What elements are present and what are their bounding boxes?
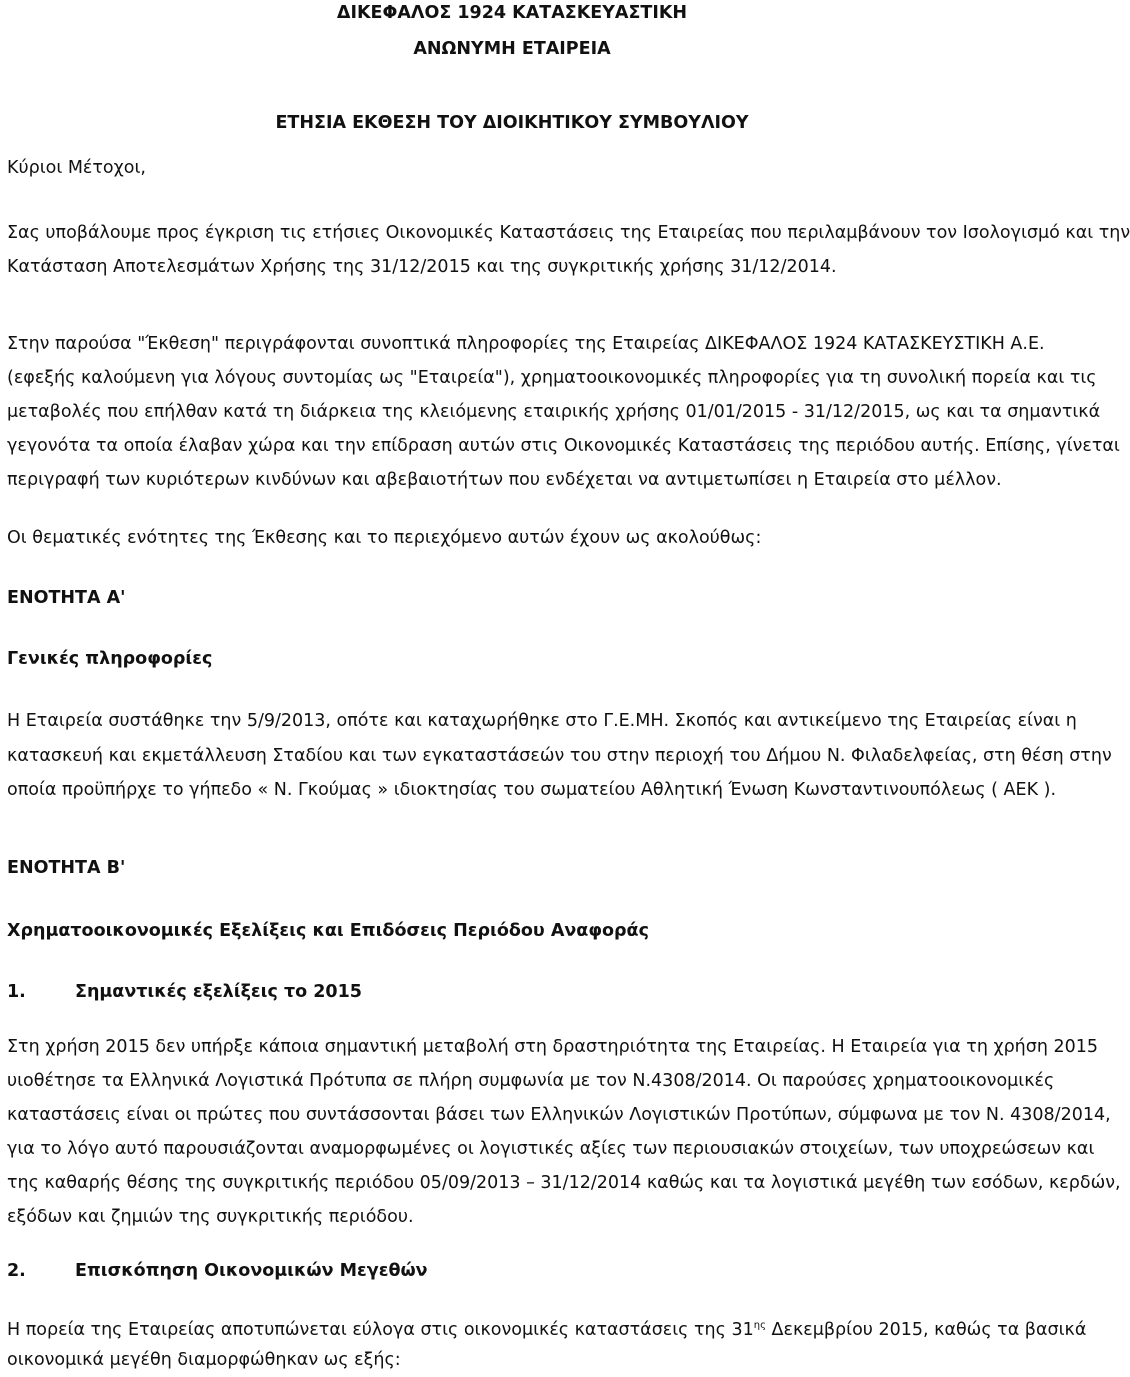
item-1-heading [7,981,1019,1003]
item-2-line-1 [7,1315,1087,1341]
company-subtitle: ΑΝΩΝΥΜΗ ΕΤΑΙΡΕΙΑ [413,39,611,59]
company-title: ΔΙΚΕΦΑΛΟΣ 1924 ΚΑΤΑΣΚΕΥΑΣΤΙΚΗ [336,3,688,23]
section-b-heading: ΕΝΟΤΗΤΑ Β' [7,858,126,878]
item-2-title: Επισκόπηση Οικονομικών Μεγεθών [75,1261,428,1281]
section-a-line-3: οποία προϋπήρχε το γήπεδο « Ν. Γκούμας » ιδιοκτησίας του σωματείου Αθλητική Ένωση Κωνσταντινουπόλεως ( ΑΕΚ ). [7,780,1057,800]
section-a-line-2: κατασκευή και εκμετάλλευση Σταδίου και των εγκαταστάσεών του στην περιοχή του Δήμου Ν. Φιλαδελφείας, στη θέση στην [7,746,1112,766]
report-title: ΕΤΗΣΙΑ ΕΚΘΕΣΗ ΤΟΥ ΔΙΟΙΚΗΤΙΚΟΥ ΣΥΜΒΟΥΛΙΟΥ [275,113,749,133]
section-b-subheading: Χρηματοοικονομικές Εξελίξεις και Επιδόσεις Περιόδου Αναφοράς [7,921,649,941]
item-1-title: Σημαντικές εξελίξεις το 2015 [75,982,362,1002]
sections-intro: Οι θεματικές ενότητες της Έκθεσης και το περιεχόμενο αυτών έχουν ως ακολούθως: [7,528,762,548]
section-a-line-1: Η Εταιρεία συστάθηκε την 5/9/2013, οπότε και καταχωρήθηκε στο Γ.Ε.ΜΗ. Σκοπός και αντικείμενο της Εταιρείας είναι η [7,711,1077,731]
intro-line-1: Σας υποβάλουμε προς έγκριση τις ετήσιες Οικονομικές Καταστάσεις της Εταιρείας που περιλαμβάνουν τον Ισολογισμό και την [7,223,1130,243]
item-1-line-2: υιοθέτησε τα Ελληνικά Λογιστικά Πρότυπα σε πλήρη συμφωνία με τον Ν.4308/2014. Οι παρούσες χρηματοοικονομικές [7,1071,1055,1091]
presentation-line-3: μεταβολές που επήλθαν κατά τη διάρκεια της κλειόμενης εταιρικής χρήσης 01/01/2015 - 31/12/2015, ως και τα σημαντικά [7,402,1101,422]
ordinal-superscript: ης [753,1320,766,1331]
item-2-line-2: οικονομικά μεγέθη διαμορφώθηκαν ως εξής: [7,1350,401,1370]
item-2-line-1-end: Δεκεμβρίου 2015, καθώς τα βασικά [765,1320,1087,1340]
presentation-line-1: Στην παρούσα "Έκθεση" περιγράφονται συνοπτικά πληροφορίες της Εταιρείας ΔΙΚΕΦΑΛΟΣ 1924 ΚΑΤΑΣΚΕΥΣΤΙΚΗ Α.Ε. [7,334,1045,354]
item-1-line-3: καταστάσεις είναι οι πρώτες που συντάσσονται βάσει των Ελληνικών Λογιστικών Προτύπων, σύμφωνα με τον Ν. 4308/2014, [7,1105,1111,1125]
item-1-number: 1. [7,982,26,1002]
item-1-line-6: εξόδων και ζημιών της συγκριτικής περιόδου. [7,1207,414,1227]
item-1-line-4: για το λόγο αυτό παρουσιάζονται αναμορφωμένες οι λογιστικές αξίες των περιουσιακών στοιχείων, των υποχρεώσεων και [7,1139,1095,1159]
salutation: Κύριοι Μέτοχοι, [7,158,146,178]
item-1-line-5: της καθαρής θέσης της συγκριτικής περιόδου 05/09/2013 – 31/12/2014 καθώς και τα λογιστικά μεγέθη των εσόδων, κερδών, [7,1173,1121,1193]
item-2-number: 2. [7,1261,26,1281]
item-1-line-1: Στη χρήση 2015 δεν υπήρξε κάποια σημαντική μεταβολή στη δραστηριότητα της Εταιρείας. Η Εταιρεία για τη χρήση 2015 [7,1037,1099,1057]
intro-line-2: Κατάσταση Αποτελεσμάτων Χρήσης της 31/12/2015 και της συγκριτικής χρήσης 31/12/2014. [7,257,837,277]
item-2-line-1-start: Η πορεία της Εταιρείας αποτυπώνεται εύλογα στις οικονομικές καταστάσεις της 31 [7,1320,754,1340]
presentation-line-5: περιγραφή των κυριότερων κινδύνων και αβεβαιοτήτων που ενδέχεται να αντιμετωπίσει η Εταιρεία στο μέλλον. [7,470,1002,490]
section-a-heading: ΕΝΟΤΗΤΑ Α' [7,588,126,608]
item-2-heading [7,1260,1019,1282]
presentation-line-4: γεγονότα τα οποία έλαβαν χώρα και την επίδραση αυτών στις Οικονομικές Καταστάσεις της περιόδου αυτής. Επίσης, γίνεται [7,436,1120,456]
presentation-line-2: (εφεξής καλούμενη για λόγους συντομίας ως "Εταιρεία"), χρηματοοικονομικές πληροφορίες για τη συνολική πορεία και τις [7,368,1097,388]
section-a-subheading: Γενικές πληροφορίες [7,649,213,669]
